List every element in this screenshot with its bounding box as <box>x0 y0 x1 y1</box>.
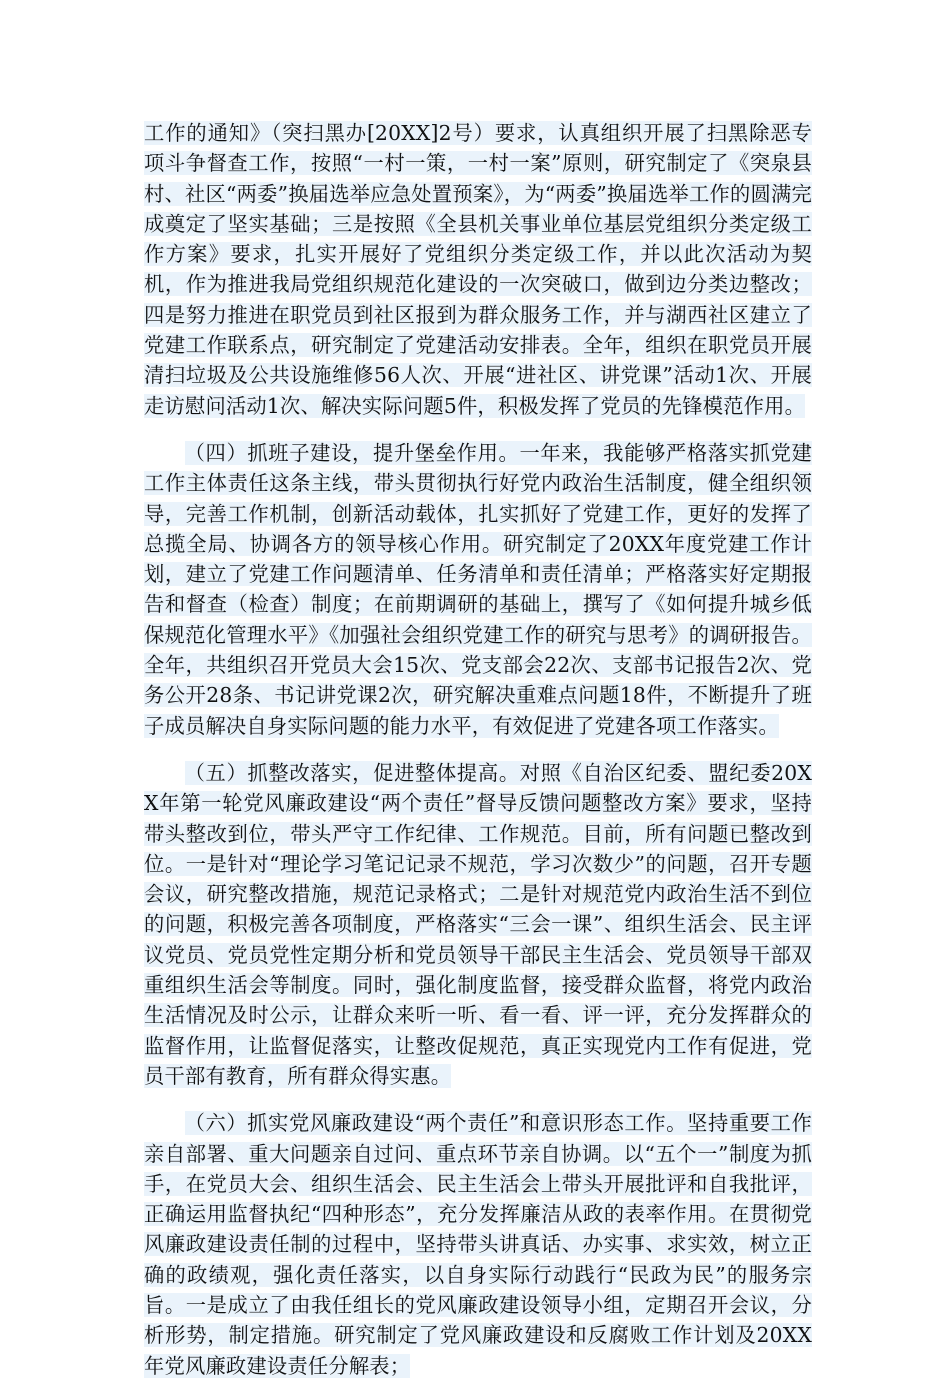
paragraph-text: （六）抓实党风廉政建设“两个责任”和意识形态工作。坚持重要工作亲自部署、重大问题亲自过问、重点环节亲自协调。以“五个一”制度为抓手，在党员大会、组织生活会、民主生活会上带头开展批评和自我批评，正确运用监督执纪“四种形态”，充分发挥廉洁从政的表率作用。在贯彻党风廉政建设责任制的过程中，坚持带头讲真话、办实事、求实效，树立正确的政绩观，强化责任落实，以自身实际行动践行“民政为民”的服务宗旨。一是成立了由我任组长的党风廉政建设领导小组，定期召开会议，分析形势，制定措施。研究制定了党风廉政建设和反腐败工作计划及20XX年党风廉政建设责任分解表； <box>144 1111 812 1378</box>
paragraph-section-5 <box>144 758 812 1091</box>
paragraph-text: 工作的通知》（突扫黑办[20XX]2号）要求，认真组织开展了扫黑除恶专项斗争督查工作，按照“一村一策，一村一案”原则，研究制定了《突泉县村、社区“两委”换届选举应急处置预案》，为“两委”换届选举工作的圆满完成奠定了坚实基础；三是按照《全县机关事业单位基层党组织分类定级工作方案》要求，扎实开展好了党组织分类定级工作，并以此次活动为契机，作为推进我局党组织规范化建设的一次突破口，做到边分类边整改；四是努力推进在职党员到社区报到为群众服务工作，并与湖西社区建立了党建工作联系点，研究制定了党建活动安排表。全年，组织在职党员开展清扫垃圾及公共设施维修56人次、开展“进社区、讲党课”活动1次、开展走访慰问活动1次、解决实际问题5件，积极发挥了党员的先锋模范作用。 <box>144 121 812 418</box>
paragraph-text: （五）抓整改落实，促进整体提高。对照《自治区纪委、盟纪委20XX年第一轮党风廉政建设“两个责任”督导反馈问题整改方案》要求，坚持带头整改到位，带头严守工作纪律、工作规范。目前，所有问题已整改到位。一是针对“理论学习笔记记录不规范，学习次数少”的问题，召开专题会议，研究整改措施，规范记录格式；二是针对规范党内政治生活不到位的问题，积极完善各项制度，严格落实“三会一课”、组织生活会、民主评议党员、党员党性定期分析和党员领导干部民主生活会、党员领导干部双重组织生活会等制度。同时，强化制度监督，接受群众监督，将党内政治生活情况及时公示，让群众来听一听、看一看、评一评，充分发挥群众的监督作用，让监督促落实，让整改促规范，真正实现党内工作有促进，党员干部有教育，所有群众得实惠。 <box>144 760 812 1088</box>
paragraph-text: （四）抓班子建设，提升堡垒作用。一年来，我能够严格落实抓党建工作主体责任这条主线，带头贯彻执行好党内政治生活制度，健全组织领导，完善工作机制，创新活动载体，扎实抓好了党建工作，更好的发挥了总揽全局、协调各方的领导核心作用。研究制定了20XX年度党建工作计划，建立了党建工作问题清单、任务清单和责任清单；严格落实好定期报告和督查（检查）制度；在前期调研的基础上，撰写了《如何提升城乡低保规范化管理水平》《加强社会组织党建工作的研究与思考》的调研报告。全年，共组织召开党员大会15次、党支部会22次、支部书记报告2次、党务公开28条、书记讲党课2次，研究解决重难点问题18件，不断提升了班子成员解决自身实际问题的能力水平，有效促进了党建各项工作落实。 <box>144 440 812 738</box>
paragraph-continued <box>144 118 812 421</box>
document-body <box>144 118 812 1398</box>
paragraph-section-4 <box>144 438 812 741</box>
paragraph-section-6 <box>144 1108 812 1381</box>
